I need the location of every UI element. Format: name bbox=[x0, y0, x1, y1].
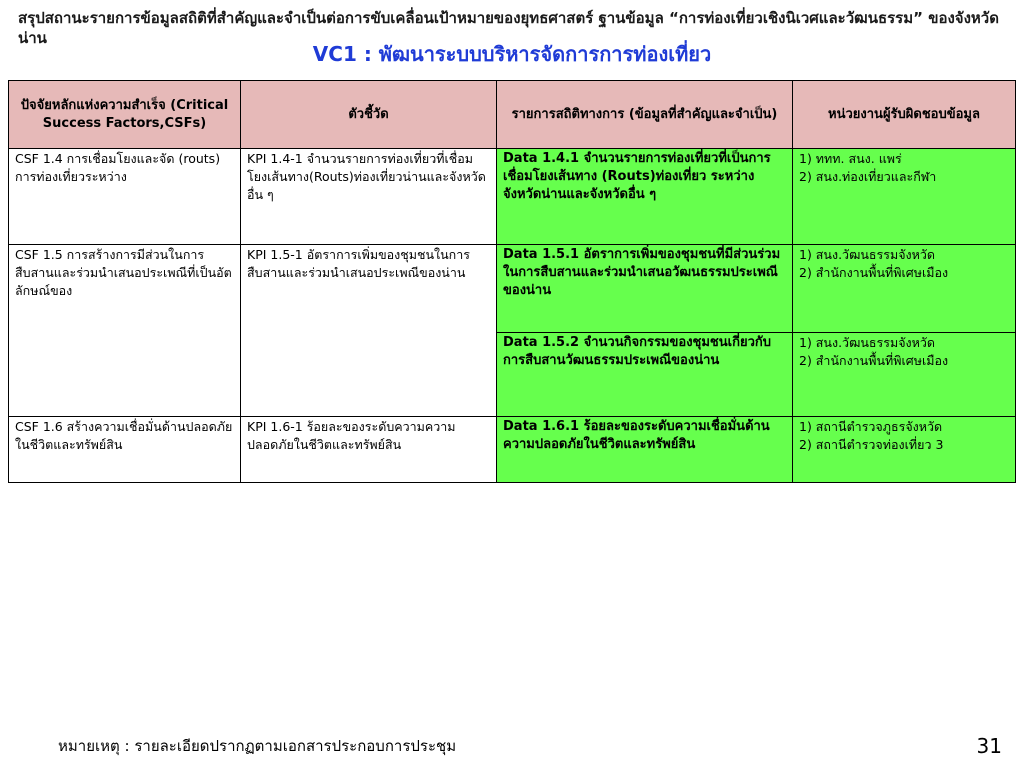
responsible-item: 1) สนง.วัฒนธรรมจังหวัด bbox=[799, 335, 936, 350]
responsible-cell bbox=[793, 245, 1016, 333]
kpi-cell: KPI 1.5-1 อัตราการเพิ่มของชุมชนในการสืบสานและร่วมนำเสนอประเพณีของน่าน bbox=[241, 245, 497, 417]
footer-note: หมายเหตุ : รายละเอียดปรากฏตามเอกสารประกอบการประชุม bbox=[58, 737, 457, 755]
csf-cell: CSF 1.4 การเชื่อมโยงและจัด (routs) การท่องเที่ยวระหว่าง bbox=[9, 149, 241, 245]
page-number: 31 bbox=[976, 734, 1002, 758]
csf-cell: CSF 1.6 สร้างความเชื่อมั่นด้านปลอดภัยในชีวิตและทรัพย์สิน bbox=[9, 417, 241, 483]
table-row bbox=[9, 149, 1016, 245]
responsible-item: 2) สำนักงานพื้นที่พิเศษเมือง bbox=[799, 353, 949, 368]
responsible-item: 1) สนง.วัฒนธรรมจังหวัด bbox=[799, 247, 936, 262]
kpi-cell: KPI 1.6-1 ร้อยละของระดับความความปลอดภัยในชีวิตและทรัพย์สิน bbox=[241, 417, 497, 483]
page-header-title: สรุปสถานะรายการข้อมูลสถิติที่สำคัญและจำเป็นต่อการขับเคลื่อนเป้าหมายของยุทธศาสตร์ ฐานข้อมูล “การท่องเที่ยวเชิงนิเวศและวัฒนธรรม” ของจังหวัดน่าน bbox=[18, 9, 999, 47]
header-responsible-agency: หน่วยงานผู้รับผิดชอบข้อมูล bbox=[793, 81, 1016, 149]
data-cell: Data 1.5.2 จำนวนกิจกรรมของชุมชนเกี่ยวกับการสืบสานวัฒนธรรมประเพณีของน่าน bbox=[497, 333, 793, 417]
responsible-item: 2) สถานีตำรวจท่องเที่ยว 3 bbox=[799, 437, 944, 452]
responsible-item: 1) ททท. สนง. แพร่ bbox=[799, 151, 902, 166]
data-cell: Data 1.4.1 จำนวนรายการท่องเที่ยวที่เป็นการเชื่อมโยงเส้นทาง (Routs)ท่องเที่ยว ระหว่างจังหวัดน่านและจังหวัดอื่น ๆ bbox=[497, 149, 793, 245]
vc-title: VC1 : พัฒนาระบบบริหารจัดการการท่องเที่ยว bbox=[312, 42, 712, 66]
responsible-cell bbox=[793, 333, 1016, 417]
responsible-item: 2) สนง.ท่องเที่ยวและกีฬา bbox=[799, 169, 937, 184]
kpi-cell: KPI 1.4-1 จำนวนรายการท่องเที่ยวที่เชื่อมโยงเส้นทาง(Routs)ท่องเที่ยวน่านและจังหวัดอื่น ๆ bbox=[241, 149, 497, 245]
table-row bbox=[9, 417, 1016, 483]
data-cell: Data 1.5.1 อัตราการเพิ่มของชุมชนที่มีส่วนร่วมในการสืบสานและร่วมนำเสนอวัฒนธรรมประเพณีของน่าน bbox=[497, 245, 793, 333]
header-kpi: ตัวชี้วัด bbox=[241, 81, 497, 149]
responsible-item: 1) สถานีตำรวจภูธรจังหวัด bbox=[799, 419, 943, 434]
data-cell: Data 1.6.1 ร้อยละของระดับความเชื่อมั่นด้านความปลอดภัยในชีวิตและทรัพย์สิน bbox=[497, 417, 793, 483]
responsible-cell bbox=[793, 417, 1016, 483]
header-official-stats: รายการสถิติทางการ (ข้อมูลที่สำคัญและจำเป็น) bbox=[497, 81, 793, 149]
table-row bbox=[9, 245, 1016, 333]
table-header-row bbox=[9, 81, 1016, 149]
responsible-cell bbox=[793, 149, 1016, 245]
header-csf: ปัจจัยหลักแห่งความสำเร็จ (Critical Success Factors,CSFs) bbox=[9, 81, 241, 149]
csf-cell: CSF 1.5 การสร้างการมีส่วนในการสืบสานและร่วมนำเสนอประเพณีที่เป็นอัตลักษณ์ของ bbox=[9, 245, 241, 417]
statistics-table bbox=[8, 80, 1016, 483]
responsible-item: 2) สำนักงานพื้นที่พิเศษเมือง bbox=[799, 265, 949, 280]
